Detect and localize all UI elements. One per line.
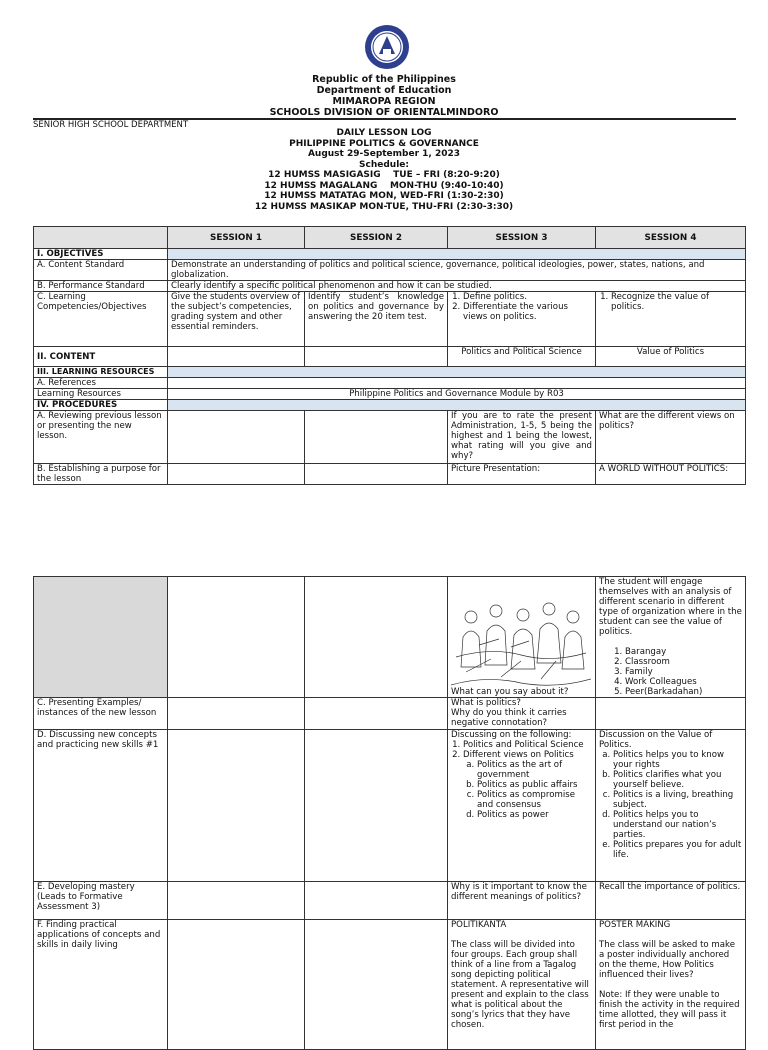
resources-band bbox=[168, 367, 746, 378]
views-heading: Different views on Politics bbox=[463, 750, 574, 760]
learning-resources-label: Learning Resources bbox=[34, 389, 168, 400]
practical-title: POLITIKANTA bbox=[451, 920, 507, 930]
list-item: 1. Politics and Political Science bbox=[463, 740, 592, 750]
republic-line: Republic of the Philippines bbox=[312, 74, 456, 85]
practical-label: F. Finding practical applications of concepts and skills in daily living bbox=[34, 920, 168, 1050]
list-item: 1. Define politics. bbox=[463, 292, 592, 302]
content-session-4: Value of Politics bbox=[596, 347, 746, 367]
list-item: e. Politics prepares you for adult life. bbox=[613, 840, 742, 860]
practical-title: POSTER MAKING bbox=[599, 920, 671, 930]
picture-cell bbox=[448, 577, 596, 698]
objectives-heading: I. OBJECTIVES bbox=[34, 249, 168, 260]
purpose-session-1 bbox=[168, 464, 305, 485]
examples-line: What is politics? bbox=[451, 698, 521, 708]
mastery-session-4: Recall the importance of politics. bbox=[596, 882, 746, 920]
mastery-session-1 bbox=[168, 882, 305, 920]
examples-session-2 bbox=[305, 698, 448, 730]
schedule-line: 12 HUMSS MATATAG MON, WED-FRI (1:30-2:30) bbox=[264, 191, 504, 201]
examples-line: Why do you think it carries negative connotation? bbox=[451, 708, 567, 728]
practical-note: Note: If they were unable to finish the activity in the required time allotted, they will pass it first period in the bbox=[599, 990, 740, 1030]
list-item: 1. Recognize the value of politics. bbox=[611, 292, 742, 312]
mastery-session-2 bbox=[305, 882, 448, 920]
department-label: SENIOR HIGH SCHOOL DEPARTMENT bbox=[33, 120, 189, 130]
mastery-session-3: Why is it important to know the different meanings of politics? bbox=[448, 882, 596, 920]
political-crowd-sketch-icon bbox=[451, 597, 591, 687]
picture-question: What can you say about it? bbox=[451, 687, 569, 697]
content-session-3: Politics and Political Science bbox=[448, 347, 596, 367]
list-item: a. Politics helps you to know your rights bbox=[613, 750, 742, 770]
practical-text: The class will be divided into four groups. Each group shall think of a line from a Tagalog song depicting political statement. A representative will present and explain to the class what is political about the song’s lyrics that they have chosen. bbox=[451, 940, 589, 1030]
procedures-band bbox=[168, 400, 746, 411]
practical-session-2 bbox=[305, 920, 448, 1050]
schedule-line: 12 HUMSS MAGALANG MON-THU (9:40-10:40) bbox=[264, 180, 504, 191]
purpose-session-4: A WORLD WITHOUT POLITICS: bbox=[596, 464, 746, 485]
log-dates: August 29-September 1, 2023 bbox=[307, 149, 461, 159]
reviewing-label: A. Reviewing previous lesson or presenting the new lesson. bbox=[34, 411, 168, 464]
discussing-session-3 bbox=[448, 730, 596, 882]
practical-session-3 bbox=[448, 920, 596, 1050]
reviewing-session-2 bbox=[305, 411, 448, 464]
list-item: c. Politics is a living, breathing subject. bbox=[613, 790, 742, 810]
continued-session-2 bbox=[305, 577, 448, 698]
list-item: b. Politics clarifies what you yourself believe. bbox=[613, 770, 742, 790]
region-line: MIMAROPA REGION bbox=[332, 96, 436, 107]
reviewing-session-3: If you are to rate the present Administration, 1-5, 5 being the highest and 1 being the lowest, what rating will you give and why? bbox=[448, 411, 596, 464]
examples-label: C. Presenting Examples/ instances of the new lesson bbox=[34, 698, 168, 730]
list-item: 5. Peer(Barkadahan) bbox=[625, 687, 742, 697]
practical-session-1 bbox=[168, 920, 305, 1050]
competencies-session-4 bbox=[596, 292, 746, 347]
mastery-label: E. Developing mastery (Leads to Formative Assessment 3) bbox=[34, 882, 168, 920]
deped-seal-icon bbox=[364, 24, 410, 70]
list-item: 1. Barangay bbox=[625, 647, 742, 657]
department-line: Department of Education bbox=[316, 85, 452, 96]
competencies-session-3 bbox=[448, 292, 596, 347]
discussing-session-1 bbox=[168, 730, 305, 882]
schedule-label: Schedule: bbox=[359, 159, 409, 170]
purpose-label: B. Establishing a purpose for the lesson bbox=[34, 464, 168, 485]
list-item: d. Politics helps you to understand our nation’s parties. bbox=[613, 810, 742, 840]
examples-session-4 bbox=[596, 698, 746, 730]
examples-session-1 bbox=[168, 698, 305, 730]
list-item: c. Politics as compromise and consensus bbox=[477, 790, 592, 810]
list-item: 4. Work Colleagues bbox=[625, 677, 742, 687]
session-3-header: SESSION 3 bbox=[448, 227, 596, 249]
reviewing-session-1 bbox=[168, 411, 305, 464]
references-value bbox=[168, 378, 746, 389]
list-item: b. Politics as public affairs bbox=[477, 780, 592, 790]
competencies-session-2: Identify student’s knowledge on politics and governance by answering the 20 item test. bbox=[305, 292, 448, 347]
references-label: A. References bbox=[34, 378, 168, 389]
lesson-log-table bbox=[33, 226, 746, 485]
discussing-label: D. Discussing new concepts and practicing new skills #1 bbox=[34, 730, 168, 882]
analysis-text: The student will engage themselves with an analysis of different scenario in different type of organization where in the student can see the value of politics. bbox=[599, 577, 742, 637]
list-item: 2. Classroom bbox=[625, 657, 742, 667]
session-1-header: SESSION 1 bbox=[168, 227, 305, 249]
list-item: a. Politics as the art of government bbox=[477, 760, 592, 780]
discussing-intro: Discussing on the following: bbox=[451, 730, 572, 740]
examples-session-3 bbox=[448, 698, 596, 730]
purpose-session-3: Picture Presentation: bbox=[448, 464, 596, 485]
performance-standard-text: Clearly identify a specific political phenomenon and how it can be studied. bbox=[168, 281, 746, 292]
performance-standard-label: B. Performance Standard bbox=[34, 281, 168, 292]
practical-session-4 bbox=[596, 920, 746, 1050]
session-2-header: SESSION 2 bbox=[305, 227, 448, 249]
content-standard-label: A. Content Standard bbox=[34, 260, 168, 281]
log-subject: PHILIPPINE POLITICS & GOVERNANCE bbox=[289, 138, 479, 149]
division-line: SCHOOLS DIVISION OF ORIENTALMINDORO bbox=[269, 107, 499, 118]
competencies-session-1: Give the students overview of the subject’s competencies, grading system and other essential reminders. bbox=[168, 292, 305, 347]
reviewing-session-4: What are the different views on politics? bbox=[596, 411, 746, 464]
content-session-2 bbox=[305, 347, 448, 367]
session-4-header: SESSION 4 bbox=[596, 227, 746, 249]
content-session-1 bbox=[168, 347, 305, 367]
discussing-intro: Discussion on the Value of Politics. bbox=[599, 730, 713, 750]
lesson-log-table-continued bbox=[33, 576, 746, 1050]
continued-session-1 bbox=[168, 577, 305, 698]
list-item: 3. Family bbox=[625, 667, 742, 677]
list-item: 2. Differentiate the various views on politics. bbox=[463, 302, 592, 322]
list-item bbox=[463, 750, 592, 820]
objectives-band bbox=[168, 249, 746, 260]
learning-resources-value: Philippine Politics and Governance Module by R03 bbox=[168, 389, 746, 400]
practical-text: The class will be asked to make a poster individually anchored on the theme, How Politics influenced their lives? bbox=[599, 940, 736, 980]
analysis-session-4 bbox=[596, 577, 746, 698]
competencies-label: C. Learning Competencies/Objectives bbox=[34, 292, 168, 347]
procedures-heading: IV. PROCEDURES bbox=[34, 400, 168, 411]
schedule-line: 12 HUMSS MASIKAP MON-TUE, THU-FRI (2:30-3:30) bbox=[254, 201, 514, 212]
purpose-session-2 bbox=[305, 464, 448, 485]
schedule-line: 12 HUMSS MASIGASIG TUE – FRI (8:20-9:20) bbox=[268, 170, 500, 180]
discussing-session-2 bbox=[305, 730, 448, 882]
learning-resources-heading: III. LEARNING RESOURCES bbox=[34, 367, 168, 378]
log-title: DAILY LESSON LOG bbox=[336, 128, 432, 138]
continued-label-cell bbox=[34, 577, 168, 698]
content-heading: II. CONTENT bbox=[34, 347, 168, 367]
content-standard-text: Demonstrate an understanding of politics and political science, governance, political ideologies, power, states, nations, and globalization. bbox=[168, 260, 746, 281]
lesson-log-title-block bbox=[0, 128, 768, 212]
list-item: d. Politics as power bbox=[477, 810, 592, 820]
discussing-session-4 bbox=[596, 730, 746, 882]
blank-header bbox=[34, 227, 168, 249]
